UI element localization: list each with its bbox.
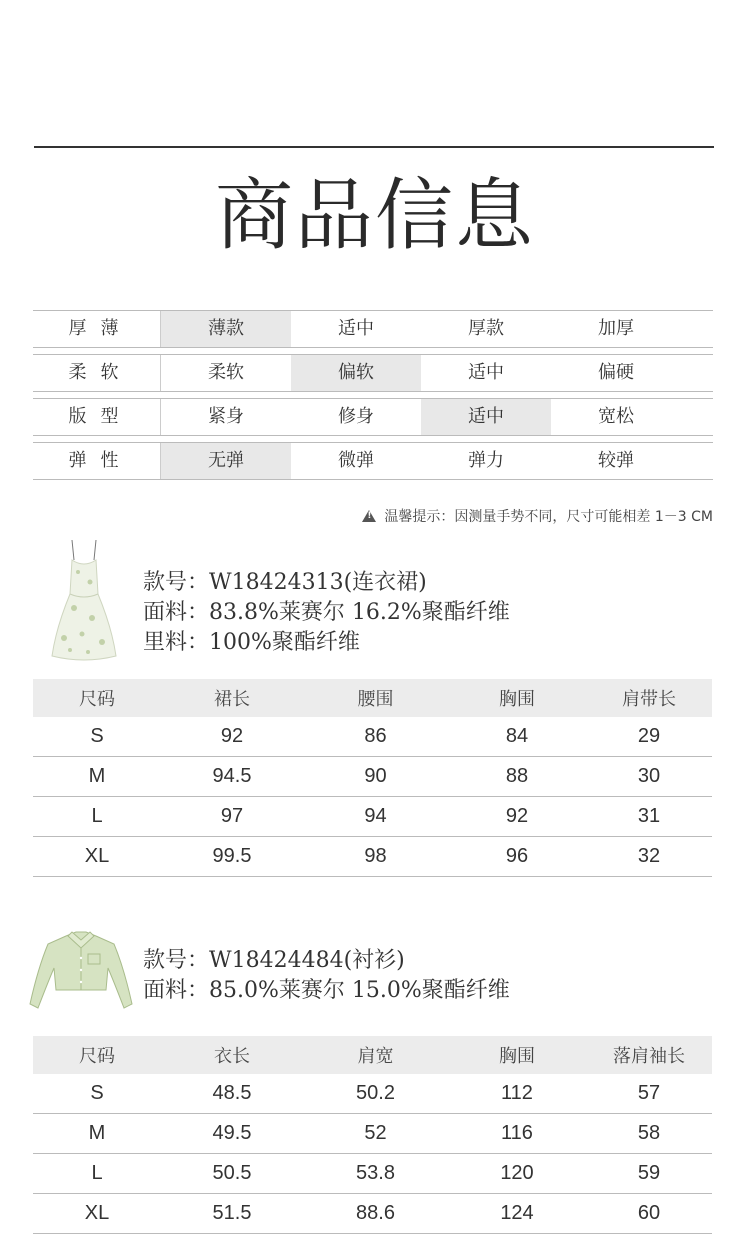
table-cell: XL: [33, 1194, 161, 1234]
header-size: 尺码: [33, 1036, 161, 1074]
table-cell: 60: [586, 1194, 712, 1234]
size-table-1: [33, 679, 712, 877]
attribute-option-selected: 适中: [421, 399, 551, 435]
attribute-row: [33, 354, 713, 392]
dress-icon: [48, 538, 120, 664]
attribute-option: 弹力: [468, 450, 504, 471]
attribute-label: 厚薄: [33, 311, 161, 347]
table-cell: 31: [586, 797, 712, 837]
attribute-option: 较弹: [598, 450, 634, 471]
attribute-row: [33, 310, 713, 348]
table-cell: 90: [303, 757, 448, 797]
attribute-option: 厚款: [468, 318, 504, 339]
table-cell: 94.5: [161, 757, 303, 797]
attribute-option: 加厚: [598, 318, 634, 339]
table-cell: 53.8: [303, 1154, 448, 1194]
table-cell: M: [33, 757, 161, 797]
attribute-option-selected: 薄款: [161, 311, 291, 347]
table-cell: 120: [448, 1154, 586, 1194]
table-cell: 97: [161, 797, 303, 837]
table-cell: S: [33, 717, 161, 757]
fabric: 面料：85.0%莱赛尔 15.0%聚酯纤维: [143, 978, 510, 1003]
table-cell: 99.5: [161, 837, 303, 877]
table-cell: 88: [448, 757, 586, 797]
table-cell: S: [33, 1074, 161, 1114]
table-cell: 96: [448, 837, 586, 877]
table-cell: 116: [448, 1114, 586, 1154]
table-cell: 49.5: [161, 1114, 303, 1154]
table-cell: 32: [586, 837, 712, 877]
table-cell: 112: [448, 1074, 586, 1114]
header-length: 裙长: [161, 679, 303, 717]
table-row: [33, 1194, 712, 1234]
attribute-row: [33, 442, 713, 480]
header-length: 衣长: [161, 1036, 303, 1074]
attribute-option: 紧身: [208, 406, 244, 427]
page-title: 商品信息: [214, 171, 535, 261]
attribute-option: 修身: [338, 406, 374, 427]
table-cell: 51.5: [161, 1194, 303, 1234]
table-cell: 92: [161, 717, 303, 757]
table-cell: M: [33, 1114, 161, 1154]
table-cell: 98: [303, 837, 448, 877]
measurement-tip: [362, 506, 713, 526]
attribute-table: [33, 310, 713, 480]
header-chest: 胸围: [448, 679, 586, 717]
shirt-icon: [28, 928, 134, 1012]
lining: 里料：100%聚酯纤维: [143, 630, 360, 655]
table-row: [33, 797, 712, 837]
tip-text: 温馨提示：因测量手势不同，尺寸可能相差 1－3 CM: [384, 509, 713, 525]
attribute-option-selected: 偏软: [291, 355, 421, 391]
product-info-1: [143, 568, 510, 658]
table-cell: 84: [448, 717, 586, 757]
header-sleeve: 落肩袖长: [586, 1036, 712, 1074]
table-row: [33, 837, 712, 877]
attribute-option: 微弹: [338, 450, 374, 471]
table-cell: 50.2: [303, 1074, 448, 1114]
attribute-option: 适中: [338, 318, 374, 339]
table-cell: L: [33, 1154, 161, 1194]
fabric: 面料：83.8%莱赛尔 16.2%聚酯纤维: [143, 600, 510, 625]
table-cell: 52: [303, 1114, 448, 1154]
table-cell: L: [33, 797, 161, 837]
attribute-option-selected: 无弹: [161, 443, 291, 479]
product-info-2: [143, 946, 510, 1006]
table-cell: 29: [586, 717, 712, 757]
attribute-label: 弹性: [33, 443, 161, 479]
attribute-option: 柔软: [208, 362, 244, 383]
table-cell: XL: [33, 837, 161, 877]
table-cell: 88.6: [303, 1194, 448, 1234]
attribute-option: 偏硬: [598, 362, 634, 383]
table-cell: 59: [586, 1154, 712, 1194]
header-chest: 胸围: [448, 1036, 586, 1074]
style-number: 款号：W18424484(衬衫): [143, 948, 405, 973]
table-cell: 30: [586, 757, 712, 797]
header-size: 尺码: [33, 679, 161, 717]
attribute-label: 版型: [33, 399, 161, 435]
table-cell: 94: [303, 797, 448, 837]
table-row: [33, 1074, 712, 1114]
table-row: [33, 1154, 712, 1194]
header-strap: 肩带长: [586, 679, 712, 717]
table-cell: 50.5: [161, 1154, 303, 1194]
table-cell: 92: [448, 797, 586, 837]
table-row: [33, 1114, 712, 1154]
table-cell: 86: [303, 717, 448, 757]
table-cell: 57: [586, 1074, 712, 1114]
attribute-option: 宽松: [598, 406, 634, 427]
attribute-label: 柔软: [33, 355, 161, 391]
top-divider: [34, 146, 714, 148]
table-cell: 48.5: [161, 1074, 303, 1114]
attribute-option: 适中: [468, 362, 504, 383]
table-row: [33, 717, 712, 757]
table-cell: 124: [448, 1194, 586, 1234]
attribute-row: [33, 398, 713, 436]
warning-icon: [362, 510, 376, 522]
size-table-2: [33, 1036, 712, 1234]
header-waist: 腰围: [303, 679, 448, 717]
style-number: 款号：W18424313(连衣裙): [143, 570, 427, 595]
table-cell: 58: [586, 1114, 712, 1154]
header-shoulder: 肩宽: [303, 1036, 448, 1074]
table-row: [33, 757, 712, 797]
